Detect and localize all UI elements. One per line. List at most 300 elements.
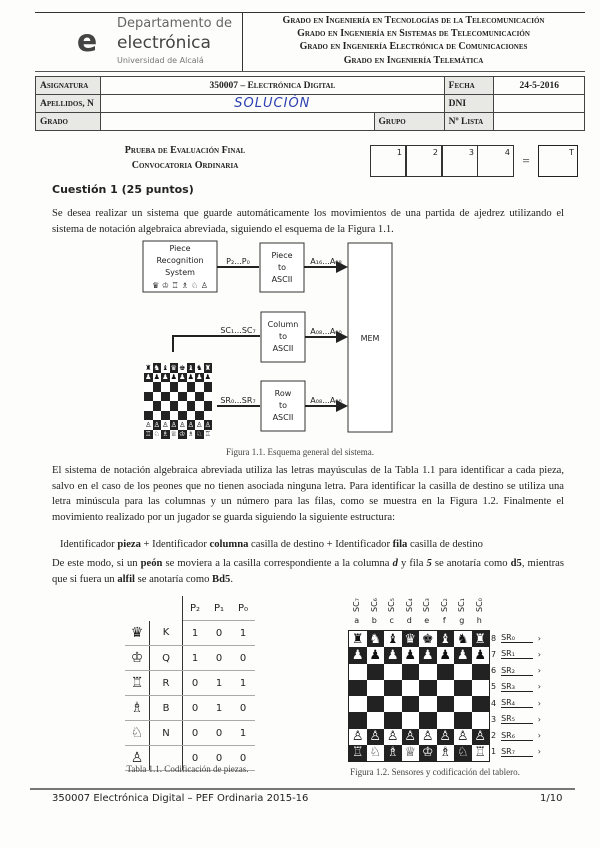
column-label — [471, 594, 489, 625]
footer-text: 350007 Electrónica Digital – PEF Ordinaria 2015-16 — [52, 793, 309, 804]
board-square: ♜ — [204, 363, 211, 372]
bit-cell: 0 — [207, 621, 231, 646]
bit-cell: 1 — [183, 621, 208, 646]
board-square — [419, 680, 437, 696]
text: . — [230, 573, 233, 585]
row-sensor: SR₀ — [501, 633, 533, 643]
bit-cell: 1 — [231, 621, 255, 646]
board-square — [367, 664, 385, 680]
mini-chessboard — [144, 363, 212, 439]
bit-cell: 1 — [231, 721, 255, 746]
question-heading: Cuestión 1 (25 puntos) — [52, 183, 194, 196]
arrow-icon: › — [537, 714, 541, 724]
board-square: ♟ — [402, 647, 420, 663]
row-label — [491, 663, 541, 679]
board-square: ♞ — [196, 363, 203, 372]
board-square — [349, 680, 367, 696]
board-square: ♞ — [367, 631, 385, 647]
board-square — [384, 664, 402, 680]
board-square: ♟ — [179, 373, 186, 382]
board-square — [153, 411, 162, 421]
board-square — [437, 712, 455, 728]
board-square — [367, 712, 385, 728]
board-square: ♙ — [472, 729, 490, 745]
board-square: ♟ — [145, 373, 152, 382]
board-square — [204, 392, 213, 402]
board-square — [367, 696, 385, 712]
bit-cell: 0 — [207, 721, 231, 746]
board-square: ♙ — [437, 729, 455, 745]
text: se anotaría como — [134, 573, 213, 585]
text: + Identificador — [140, 539, 210, 550]
bit-cell: 0 — [207, 746, 231, 771]
column-letter: c — [389, 616, 394, 625]
row-sensor: SR₄ — [501, 698, 533, 708]
board-square: ♔ — [179, 430, 186, 439]
bus-label: A₀₈...A₀₀ — [310, 327, 342, 336]
asignatura-value: 350007 – Electrónica Digital — [101, 77, 445, 95]
board-square — [472, 696, 490, 712]
row-number: 3 — [491, 714, 497, 724]
board-square: ♝ — [162, 363, 169, 372]
board-square: ♙ — [402, 729, 420, 745]
board-square — [402, 680, 420, 696]
board-square — [144, 411, 153, 421]
emphasis: peón — [140, 558, 163, 569]
board-square — [170, 401, 179, 411]
piece-letter: R — [150, 671, 183, 696]
row-number: 6 — [491, 666, 497, 676]
diagram-label: Piece — [169, 244, 191, 253]
row-number: 1 — [491, 747, 497, 757]
page-number: 1/10 — [540, 793, 563, 804]
board-square: ♖ — [349, 745, 367, 761]
bit-cell: 0 — [231, 746, 255, 771]
board-square: ♟ — [472, 647, 490, 663]
board-square: ♗ — [384, 745, 402, 761]
column-letter: b — [371, 616, 377, 625]
board-square: ♙ — [419, 729, 437, 745]
diagram-label: Piece — [271, 251, 293, 260]
bit-cell: 1 — [207, 671, 231, 696]
diagram-label: ASCII — [271, 275, 293, 284]
board-square — [178, 382, 187, 392]
column-sensor: SC₀ — [474, 598, 484, 612]
board-square — [419, 696, 437, 712]
board-square — [161, 411, 170, 421]
column-header: P₂ — [183, 596, 208, 621]
body-paragraph: El sistema de notación algebraica abreviada utiliza las letras mayúsculas de la Tabla 1.1 para identificar a cada pieza, salvo en el caso de los peones que no tienen asociada ninguna letra. Para identificar la casilla de destino se utiliza una letra minúscula para las columnas y un número para las filas, como se muestra en la Figura 1.2. Finalmente el movimiento realizado por un jugador se guarda siguiendo la siguiente estructura: — [52, 465, 564, 523]
column-sensor: SC₃ — [422, 598, 432, 612]
text: Identificador — [60, 539, 118, 550]
board-square: ♙ — [187, 420, 194, 429]
board-square — [454, 696, 472, 712]
bus-label: P₂...P₀ — [226, 257, 250, 266]
row-sensor: SR₅ — [501, 714, 533, 724]
piece-icon: ♗ — [125, 696, 150, 721]
diagram-label: to — [278, 401, 288, 410]
row-label — [491, 744, 541, 760]
piece-letter: Q — [150, 646, 183, 671]
board-square: ♟ — [153, 373, 160, 382]
bit-cell: 0 — [183, 721, 208, 746]
row-sensor: SR₆ — [501, 731, 533, 741]
board-square: ♜ — [145, 363, 152, 372]
board-square — [384, 712, 402, 728]
board-square: ♗ — [437, 745, 455, 761]
board-square — [161, 401, 170, 411]
board-square: ♟ — [204, 373, 211, 382]
row-label — [491, 695, 541, 711]
board-square: ♟ — [367, 647, 385, 663]
exam-title-line: Convocatoria Ordinaria — [131, 160, 239, 171]
board-square — [170, 382, 179, 392]
column-letter: g — [459, 616, 465, 625]
board-square — [402, 712, 420, 728]
board-square — [454, 664, 472, 680]
column-letter: e — [424, 616, 430, 625]
diagram-label: Column — [267, 320, 299, 329]
board-square: ♖ — [145, 430, 152, 439]
row-sensor: SR₂ — [501, 666, 533, 676]
board-square — [187, 382, 196, 392]
notation-structure — [60, 539, 483, 550]
board-square — [349, 712, 367, 728]
board-square — [472, 680, 490, 696]
board-square: ♖ — [204, 430, 211, 439]
row-number: 5 — [491, 682, 497, 692]
board-square — [204, 382, 213, 392]
board-square: ♟ — [437, 647, 455, 663]
board-square — [153, 401, 162, 411]
board-square — [195, 392, 204, 402]
column-label — [383, 594, 401, 625]
column-header: P₁ — [207, 596, 231, 621]
logo-line3: Universidad de Alcalá — [117, 56, 204, 65]
board-square — [161, 382, 170, 392]
apellidos-label: Apellidos, N — [36, 95, 101, 113]
arrow-icon: › — [537, 633, 541, 643]
table-row — [125, 671, 255, 696]
board-square — [367, 680, 385, 696]
emphasis: alfil — [117, 573, 135, 585]
score-box[interactable]: 1 — [370, 145, 406, 177]
board-square — [170, 411, 179, 421]
piece-coding-table — [125, 596, 255, 771]
emphasis: columna — [209, 539, 249, 550]
column-sensor: SC₇ — [352, 598, 362, 612]
bit-cell: 0 — [183, 696, 208, 721]
emphasis: 5 — [426, 558, 432, 569]
board-square — [153, 382, 162, 392]
emphasis: d5 — [510, 558, 522, 569]
row-label — [491, 679, 541, 695]
column-sensor: SC₄ — [404, 598, 414, 612]
board-square: ♙ — [179, 420, 186, 429]
figure-1-2-caption: Figura 1.2. Sensores y codificación del tablero. — [350, 767, 520, 777]
board-square: ♟ — [196, 373, 203, 382]
arrow-icon: › — [537, 698, 541, 708]
bit-cell: 1 — [231, 671, 255, 696]
board-square — [204, 401, 213, 411]
asignatura-label: Asignatura — [36, 77, 101, 95]
column-label — [436, 594, 454, 625]
bit-cell: 1 — [183, 646, 208, 671]
board-square: ♘ — [196, 430, 203, 439]
piece-icon: ♛ — [125, 621, 150, 646]
board-square — [144, 382, 153, 392]
column-sensor: SC₂ — [439, 598, 449, 612]
emphasis: d — [392, 558, 398, 569]
arrow-icon: › — [537, 747, 541, 757]
arrow-icon: › — [537, 649, 541, 659]
column-label — [401, 594, 419, 625]
apellidos-field[interactable]: SOLUCIÓN — [234, 96, 311, 111]
column-sensor-labels — [348, 594, 488, 625]
board-square — [419, 664, 437, 680]
row-label — [491, 711, 541, 727]
bit-cell: 0 — [183, 671, 208, 696]
board-square — [187, 411, 196, 421]
board-square: ♘ — [153, 430, 160, 439]
logo-line1: Departamento de — [117, 16, 232, 31]
board-square: ♞ — [153, 363, 160, 372]
board-square — [178, 411, 187, 421]
board-square — [187, 401, 196, 411]
diagram-label: to — [278, 332, 288, 341]
board-square — [454, 680, 472, 696]
piece-letter: B — [150, 696, 183, 721]
dni-label: DNI — [444, 95, 494, 113]
lista-label: Nº Lista — [444, 113, 494, 131]
board-square — [349, 664, 367, 680]
footer-divider — [30, 788, 575, 790]
emphasis: fila — [392, 539, 408, 550]
board-square — [144, 392, 153, 402]
board-square: ♙ — [384, 729, 402, 745]
column-letter: d — [406, 616, 412, 625]
board-square: ♚ — [179, 363, 186, 372]
board-square: ♖ — [472, 745, 490, 761]
row-label — [491, 728, 541, 744]
piece-icons: ♛ ♔ ♖ ♗ ♘ ♙ — [152, 281, 208, 290]
text: se anotaría como — [431, 558, 511, 569]
bus-label: SR₀...SR₇ — [220, 396, 256, 405]
sc-bus-line — [173, 336, 260, 352]
total-score-box[interactable]: T — [538, 145, 578, 177]
board-square: ♙ — [454, 729, 472, 745]
board-square: ♝ — [437, 631, 455, 647]
column-sensor: SC₆ — [369, 598, 379, 612]
board-square — [472, 712, 490, 728]
board-square — [195, 382, 204, 392]
board-square: ♙ — [162, 420, 169, 429]
board-square — [454, 712, 472, 728]
logo-mark-icon: e — [76, 24, 98, 59]
emphasis: pieza — [117, 539, 141, 550]
piece-letter: N — [150, 721, 183, 746]
piece-icon: ♘ — [125, 721, 150, 746]
board-square: ♘ — [454, 745, 472, 761]
board-square — [402, 696, 420, 712]
degree: Grado en Ingeniería Electrónica de Comunicaciones — [299, 41, 528, 53]
chessboard — [348, 630, 490, 762]
bit-cell: 0 — [231, 696, 255, 721]
degree: Grado en Ingeniería en Sistemas de Telecomunicación — [297, 28, 530, 40]
row-number: 7 — [491, 649, 497, 659]
score-box[interactable]: 3 — [442, 145, 478, 177]
board-square — [472, 664, 490, 680]
board-square — [204, 411, 213, 421]
piece-icon: ♔ — [125, 646, 150, 671]
board-square — [170, 392, 179, 402]
row-sensor: SR₁ — [501, 649, 533, 659]
board-square: ♕ — [402, 745, 420, 761]
board-square — [178, 392, 187, 402]
text: , mientras que si fuera un — [52, 558, 565, 585]
arrow-icon: › — [537, 731, 541, 741]
column-label — [366, 594, 384, 625]
row-label — [491, 646, 541, 662]
board-square: ♗ — [162, 430, 169, 439]
board-square: ♝ — [384, 631, 402, 647]
board-square: ♟ — [349, 647, 367, 663]
board-square — [161, 392, 170, 402]
table-row — [125, 696, 255, 721]
row-number: 4 — [491, 698, 497, 708]
board-square — [384, 680, 402, 696]
board-square: ♙ — [196, 420, 203, 429]
board-square: ♙ — [367, 729, 385, 745]
piece-letter: K — [150, 621, 183, 646]
text: se moviera a la casilla correspondiente a la columna — [162, 558, 393, 569]
bit-cell: 0 — [183, 746, 208, 771]
table-1-1-caption: Tabla 1.1. Codificación de piezas. — [126, 764, 249, 774]
board-square: ♟ — [454, 647, 472, 663]
board-square: ♟ — [187, 373, 194, 382]
board-square: ♜ — [472, 631, 490, 647]
diagram-label: Row — [274, 389, 292, 398]
board-square — [187, 392, 196, 402]
board-square: ♛ — [170, 363, 177, 372]
score-box[interactable]: 2 — [406, 145, 442, 177]
board-square: ♘ — [367, 745, 385, 761]
board-square: ♟ — [419, 647, 437, 663]
text: y fila — [397, 558, 427, 569]
bit-cell: 1 — [207, 696, 231, 721]
grado-label: Grado — [36, 113, 101, 131]
diagram-label: to — [277, 263, 287, 272]
board-square — [153, 392, 162, 402]
example-paragraph — [52, 556, 564, 587]
figure-1-1-caption: Figura 1.1. Esquema general del sistema. — [226, 447, 374, 457]
board-square — [437, 664, 455, 680]
column-header: P₀ — [231, 596, 255, 621]
intro-paragraph: Se desea realizar un sistema que guarde automáticamente los movimientos de una partida de ajedrez utilizando el sistema de notación algebraica abreviada, siguiendo el esquema de la Figura 1.1. — [52, 208, 564, 235]
bit-cell: 0 — [207, 646, 231, 671]
row-number: 8 — [491, 633, 497, 643]
degree: Grado en Ingeniería Telemática — [343, 54, 484, 66]
degree: Grado en Ingeniería en Tecnologías de la Telecomunicación — [282, 15, 545, 26]
text: De este modo, si un — [52, 558, 141, 569]
bus-label: A₁₆...A₀₈ — [310, 257, 342, 266]
table-row — [125, 621, 255, 646]
text: casilla de destino + Identificador — [248, 539, 393, 550]
board-square: ♟ — [170, 373, 177, 382]
column-letter: a — [354, 616, 360, 625]
bus-label: A₀₈...A₀₀ — [310, 396, 342, 405]
grupo-label: Grupo — [374, 113, 444, 131]
arrow-icon: › — [537, 682, 541, 692]
text: casilla de destino — [407, 539, 483, 550]
board-square: ♞ — [454, 631, 472, 647]
board-square — [437, 680, 455, 696]
board-square: ♙ — [349, 729, 367, 745]
board-square — [384, 696, 402, 712]
row-sensor-labels — [491, 630, 541, 760]
column-label — [453, 594, 471, 625]
piece-icon: ♙ — [125, 746, 150, 771]
bus-label: SC₁...SC₇ — [220, 326, 256, 335]
board-square: ♟ — [384, 647, 402, 663]
board-square — [178, 401, 187, 411]
diagram-label: Recognition — [156, 256, 204, 265]
diagram-label: ASCII — [272, 344, 294, 353]
exam-title-line: Prueba de Evaluación Final — [124, 145, 246, 156]
board-square: ♙ — [204, 420, 211, 429]
column-sensor: SC₁ — [457, 598, 467, 612]
emphasis: Bd5 — [212, 573, 231, 585]
table-row — [125, 721, 255, 746]
board-square: ♝ — [187, 363, 194, 372]
column-label — [418, 594, 436, 625]
board-square: ♛ — [402, 631, 420, 647]
board-square: ♙ — [145, 420, 152, 429]
board-square: ♗ — [187, 430, 194, 439]
board-square: ♕ — [170, 430, 177, 439]
diagram-label: ASCII — [272, 413, 294, 422]
row-sensor: SR₇ — [501, 747, 533, 757]
board-square: ♔ — [419, 745, 437, 761]
board-square: ♟ — [162, 373, 169, 382]
column-label — [348, 594, 366, 625]
board-square: ♜ — [349, 631, 367, 647]
score-box[interactable]: 4 — [478, 145, 514, 177]
board-square — [195, 411, 204, 421]
board-square: ♙ — [170, 420, 177, 429]
diagram-label: System — [165, 268, 195, 277]
board-square: ♚ — [419, 631, 437, 647]
board-square — [349, 696, 367, 712]
row-label — [491, 630, 541, 646]
fecha-value: 24-5-2016 — [494, 77, 585, 95]
table-row — [125, 646, 255, 671]
column-sensor: SC₅ — [387, 598, 397, 612]
column-letter: h — [476, 616, 482, 625]
board-square — [195, 401, 204, 411]
board-square — [402, 664, 420, 680]
board-square — [419, 712, 437, 728]
row-sensor: SR₃ — [501, 682, 533, 692]
fecha-label: Fecha — [444, 77, 494, 95]
mem-label: MEM — [360, 334, 380, 343]
board-square: ♙ — [153, 420, 160, 429]
arrow-icon: › — [537, 666, 541, 676]
bit-cell: 0 — [231, 646, 255, 671]
piece-icon: ♖ — [125, 671, 150, 696]
board-square — [144, 401, 153, 411]
column-letter: f — [442, 616, 446, 625]
